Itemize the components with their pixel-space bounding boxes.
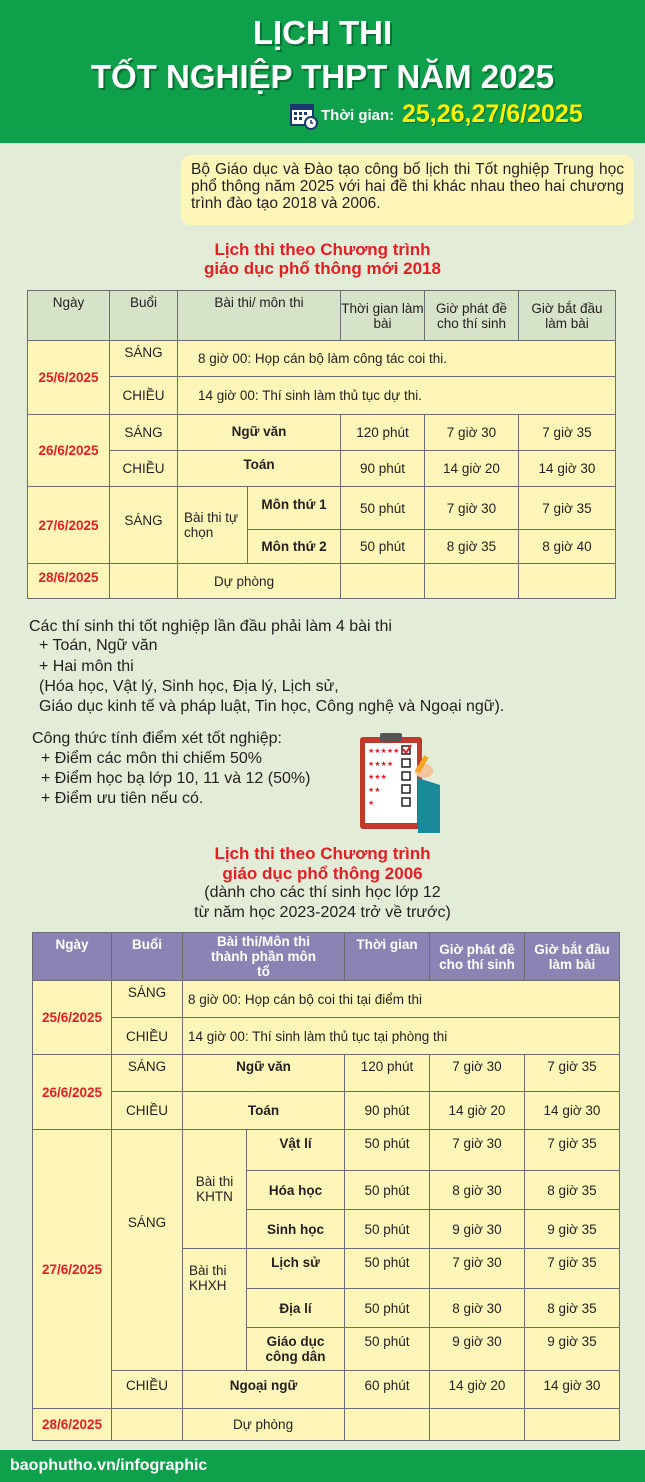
- date-25-6: 25/6/2025: [27, 340, 110, 415]
- th-baithi: Bài thi/Môn thi thành phần môn tổ: [182, 932, 345, 981]
- th-gio-bat-dau: Giờ bắt đầu làm bài: [524, 932, 620, 981]
- subject-sinh-hoc: Sinh học: [246, 1209, 345, 1249]
- duration: 50 phút: [344, 1209, 430, 1249]
- title-line-2: TỐT NGHIỆP THPT NĂM 2025: [90, 58, 555, 95]
- time-phat-de: 8 giờ 30: [429, 1288, 525, 1328]
- time-label: Thời gian:: [321, 107, 395, 124]
- duration: 50 phút: [344, 1248, 430, 1289]
- session-sang: SÁNG: [111, 1054, 183, 1092]
- time-bat-dau: 8 giờ 35: [524, 1170, 620, 1210]
- svg-text:★★: ★★: [368, 786, 381, 794]
- formula-line-1: Công thức tính điểm xét tốt nghiệp:: [32, 730, 282, 747]
- time-phat-de: 14 giờ 20: [429, 1370, 525, 1409]
- table2006-title-1: Lịch thi theo Chương trình: [214, 844, 431, 863]
- time-phat-de: 14 giờ 20: [429, 1091, 525, 1130]
- svg-text:★★★★: ★★★★: [368, 760, 394, 768]
- th-ngay: Ngày: [32, 932, 112, 981]
- intro-box: Bộ Giáo dục và Đào tạo công bố lịch thi Tốt nghiệp Trung học phổ thông năm 2025 với hai đề thi khác nhau theo hai chương trình đào tạo 2018 và 2006.: [181, 155, 634, 225]
- duration: 50 phút: [340, 529, 425, 564]
- subject-dia-li: Địa lí: [246, 1288, 345, 1328]
- subject-mon-2: Môn thứ 2: [247, 529, 341, 564]
- table2006-sub-1: (dành cho các thí sinh học lớp 12: [204, 884, 441, 901]
- requirements-line-5: Giáo dục kinh tế và pháp luật, Tin học, Công nghệ và Ngoại ngữ).: [39, 698, 505, 715]
- time-phat-de: 8 giờ 30: [429, 1170, 525, 1210]
- empty-cell: [340, 563, 425, 599]
- subject-hoa-hoc: Hóa học: [246, 1170, 345, 1210]
- duration: 50 phút: [344, 1170, 430, 1210]
- footer-link[interactable]: baophutho.vn/infographic: [10, 1457, 208, 1474]
- formula-line-4: + Điểm ưu tiên nếu có.: [41, 790, 204, 807]
- time-bat-dau: 7 giờ 35: [518, 486, 616, 530]
- subject-mon-1: Môn thứ 1: [247, 486, 341, 530]
- time-bat-dau: 9 giờ 35: [524, 1327, 620, 1371]
- requirements-line-1: Các thí sinh thi tốt nghiệp lần đầu phải làm 4 bài thi: [29, 618, 392, 635]
- subject-vat-li: Vật lí: [246, 1129, 345, 1171]
- du-phong: Dự phòng: [182, 1408, 345, 1441]
- date-27-6: 27/6/2025: [27, 486, 110, 564]
- requirements-line-3: + Hai môn thi: [39, 658, 134, 675]
- header-banner: [0, 0, 645, 143]
- session-sang: SÁNG: [109, 486, 178, 564]
- session-sang: SÁNG: [109, 414, 178, 451]
- svg-text:★: ★: [368, 799, 375, 807]
- time-phat-de: 9 giờ 30: [429, 1327, 525, 1371]
- th-baithi: Bài thi/ môn thi: [177, 290, 341, 341]
- th-buoi: Buổi: [111, 932, 183, 981]
- note-thu-tuc: 14 giờ 00: Thí sinh làm thủ tục dự thi.: [177, 376, 616, 415]
- empty-cell: [524, 1408, 620, 1441]
- time-bat-dau: 7 giờ 35: [524, 1054, 620, 1092]
- svg-text:★★★★★: ★★★★★: [368, 747, 400, 755]
- time-bat-dau: 8 giờ 35: [524, 1288, 620, 1328]
- empty-cell: [344, 1408, 430, 1441]
- calendar-icon: [290, 102, 318, 130]
- svg-text:★★★: ★★★: [368, 773, 387, 781]
- time-phat-de: 8 giờ 35: [424, 529, 519, 564]
- duration: 50 phút: [344, 1288, 430, 1328]
- time-bat-dau: 7 giờ 35: [524, 1248, 620, 1289]
- time-bat-dau: 7 giờ 35: [518, 414, 616, 451]
- duration: 50 phút: [344, 1327, 430, 1371]
- requirements-line-2: + Toán, Ngữ văn: [39, 637, 158, 654]
- subject-lich-su: Lịch sử: [246, 1248, 345, 1289]
- time-phat-de: 7 giờ 30: [429, 1054, 525, 1092]
- time-bat-dau: 14 giờ 30: [518, 450, 616, 487]
- empty-cell: [109, 563, 178, 599]
- formula-line-3: + Điểm học bạ lớp 10, 11 và 12 (50%): [41, 770, 311, 787]
- duration: 120 phút: [344, 1054, 430, 1092]
- subject-ngu-van: Ngữ văn: [177, 414, 341, 451]
- bai-thi-tu-chon: Bài thi tự chọn: [177, 486, 248, 564]
- session-chieu: CHIỀU: [111, 1091, 183, 1130]
- session-chieu: CHIỀU: [109, 450, 178, 487]
- empty-cell: [429, 1408, 525, 1441]
- session-chieu: CHIỀU: [111, 1017, 183, 1055]
- th-gio-bat-dau: Giờ bắt đầu làm bài: [518, 290, 616, 341]
- session-chieu: CHIỀU: [111, 1370, 183, 1409]
- th-ngay: Ngày: [27, 290, 110, 341]
- time-bat-dau: 14 giờ 30: [524, 1091, 620, 1130]
- empty-cell: [424, 563, 519, 599]
- duration: 120 phút: [340, 414, 425, 451]
- subject-ngu-van: Ngữ văn: [182, 1054, 345, 1092]
- session-chieu: CHIỀU: [109, 376, 178, 415]
- date-26-6: 26/6/2025: [27, 414, 110, 487]
- time-bat-dau: 14 giờ 30: [524, 1370, 620, 1409]
- bai-thi-khxh: Bài thi KHXH: [182, 1248, 247, 1371]
- th-buoi: Buổi: [109, 290, 178, 341]
- duration: 90 phút: [340, 450, 425, 487]
- session-sang: SÁNG: [111, 980, 183, 1018]
- bai-thi-khtn: Bài thi KHTN: [182, 1129, 247, 1249]
- title-line-1: LỊCH THI: [252, 14, 393, 51]
- time-phat-de: 7 giờ 30: [424, 414, 519, 451]
- date-28-6: 28/6/2025: [27, 563, 110, 599]
- th-gio-phat: Giờ phát đề cho thí sinh: [429, 932, 525, 981]
- duration: 90 phút: [344, 1091, 430, 1130]
- th-gio-phat: Giờ phát đề cho thí sinh: [424, 290, 519, 341]
- subject-gdcd: Giáo dục công dân: [246, 1327, 345, 1371]
- session-sang: SÁNG: [111, 1129, 183, 1371]
- requirements-line-4: (Hóa học, Vật lý, Sinh học, Địa lý, Lịch sử,: [39, 678, 339, 695]
- time-phat-de: 14 giờ 20: [424, 450, 519, 487]
- time-bat-dau: 9 giờ 35: [524, 1209, 620, 1249]
- time-bat-dau: 8 giờ 40: [518, 529, 616, 564]
- date-25-6: 25/6/2025: [32, 980, 112, 1055]
- time-phat-de: 7 giờ 30: [429, 1248, 525, 1289]
- time-phat-de: 9 giờ 30: [429, 1209, 525, 1249]
- table2018-title-1: Lịch thi theo Chương trình: [214, 240, 431, 259]
- du-phong: Dự phòng: [177, 563, 341, 599]
- time-value: 25,26,27/6/2025: [402, 100, 583, 128]
- footer-bar: [0, 1450, 645, 1482]
- subject-ngoai-ngu: Ngoại ngữ: [182, 1370, 345, 1409]
- empty-cell: [111, 1408, 183, 1441]
- note-hop-can-bo: 8 giờ 00: Họp cán bộ coi thi tại điểm thi: [182, 980, 620, 1018]
- date-27-6: 27/6/2025: [32, 1129, 112, 1409]
- session-sang: SÁNG: [109, 340, 178, 377]
- table2018-title-2: giáo dục phổ thông mới 2018: [204, 259, 441, 278]
- time-phat-de: 7 giờ 30: [424, 486, 519, 530]
- note-thu-tuc: 14 giờ 00: Thí sinh làm thủ tục tại phòng thi: [182, 1017, 620, 1055]
- note-hop-can-bo: 8 giờ 00: Họp cán bộ làm công tác coi thi.: [177, 340, 616, 377]
- time-phat-de: 7 giờ 30: [429, 1129, 525, 1171]
- empty-cell: [518, 563, 616, 599]
- duration: 50 phút: [344, 1129, 430, 1171]
- formula-line-2: + Điểm các môn thi chiếm 50%: [41, 750, 262, 767]
- th-thoigian: Thời gian: [344, 932, 430, 981]
- duration: 50 phút: [340, 486, 425, 530]
- time-bat-dau: 7 giờ 35: [524, 1129, 620, 1171]
- table2006-title-2: giáo dục phổ thông 2006: [222, 864, 423, 883]
- date-26-6: 26/6/2025: [32, 1054, 112, 1130]
- subject-toan: Toán: [177, 450, 341, 487]
- th-thoigian: Thời gian làm bài: [340, 290, 425, 341]
- date-28-6: 28/6/2025: [32, 1408, 112, 1441]
- checklist-icon: [358, 733, 448, 833]
- table2006-sub-2: từ năm học 2023-2024 trở về trước): [194, 904, 451, 921]
- duration: 60 phút: [344, 1370, 430, 1409]
- subject-toan: Toán: [182, 1091, 345, 1130]
